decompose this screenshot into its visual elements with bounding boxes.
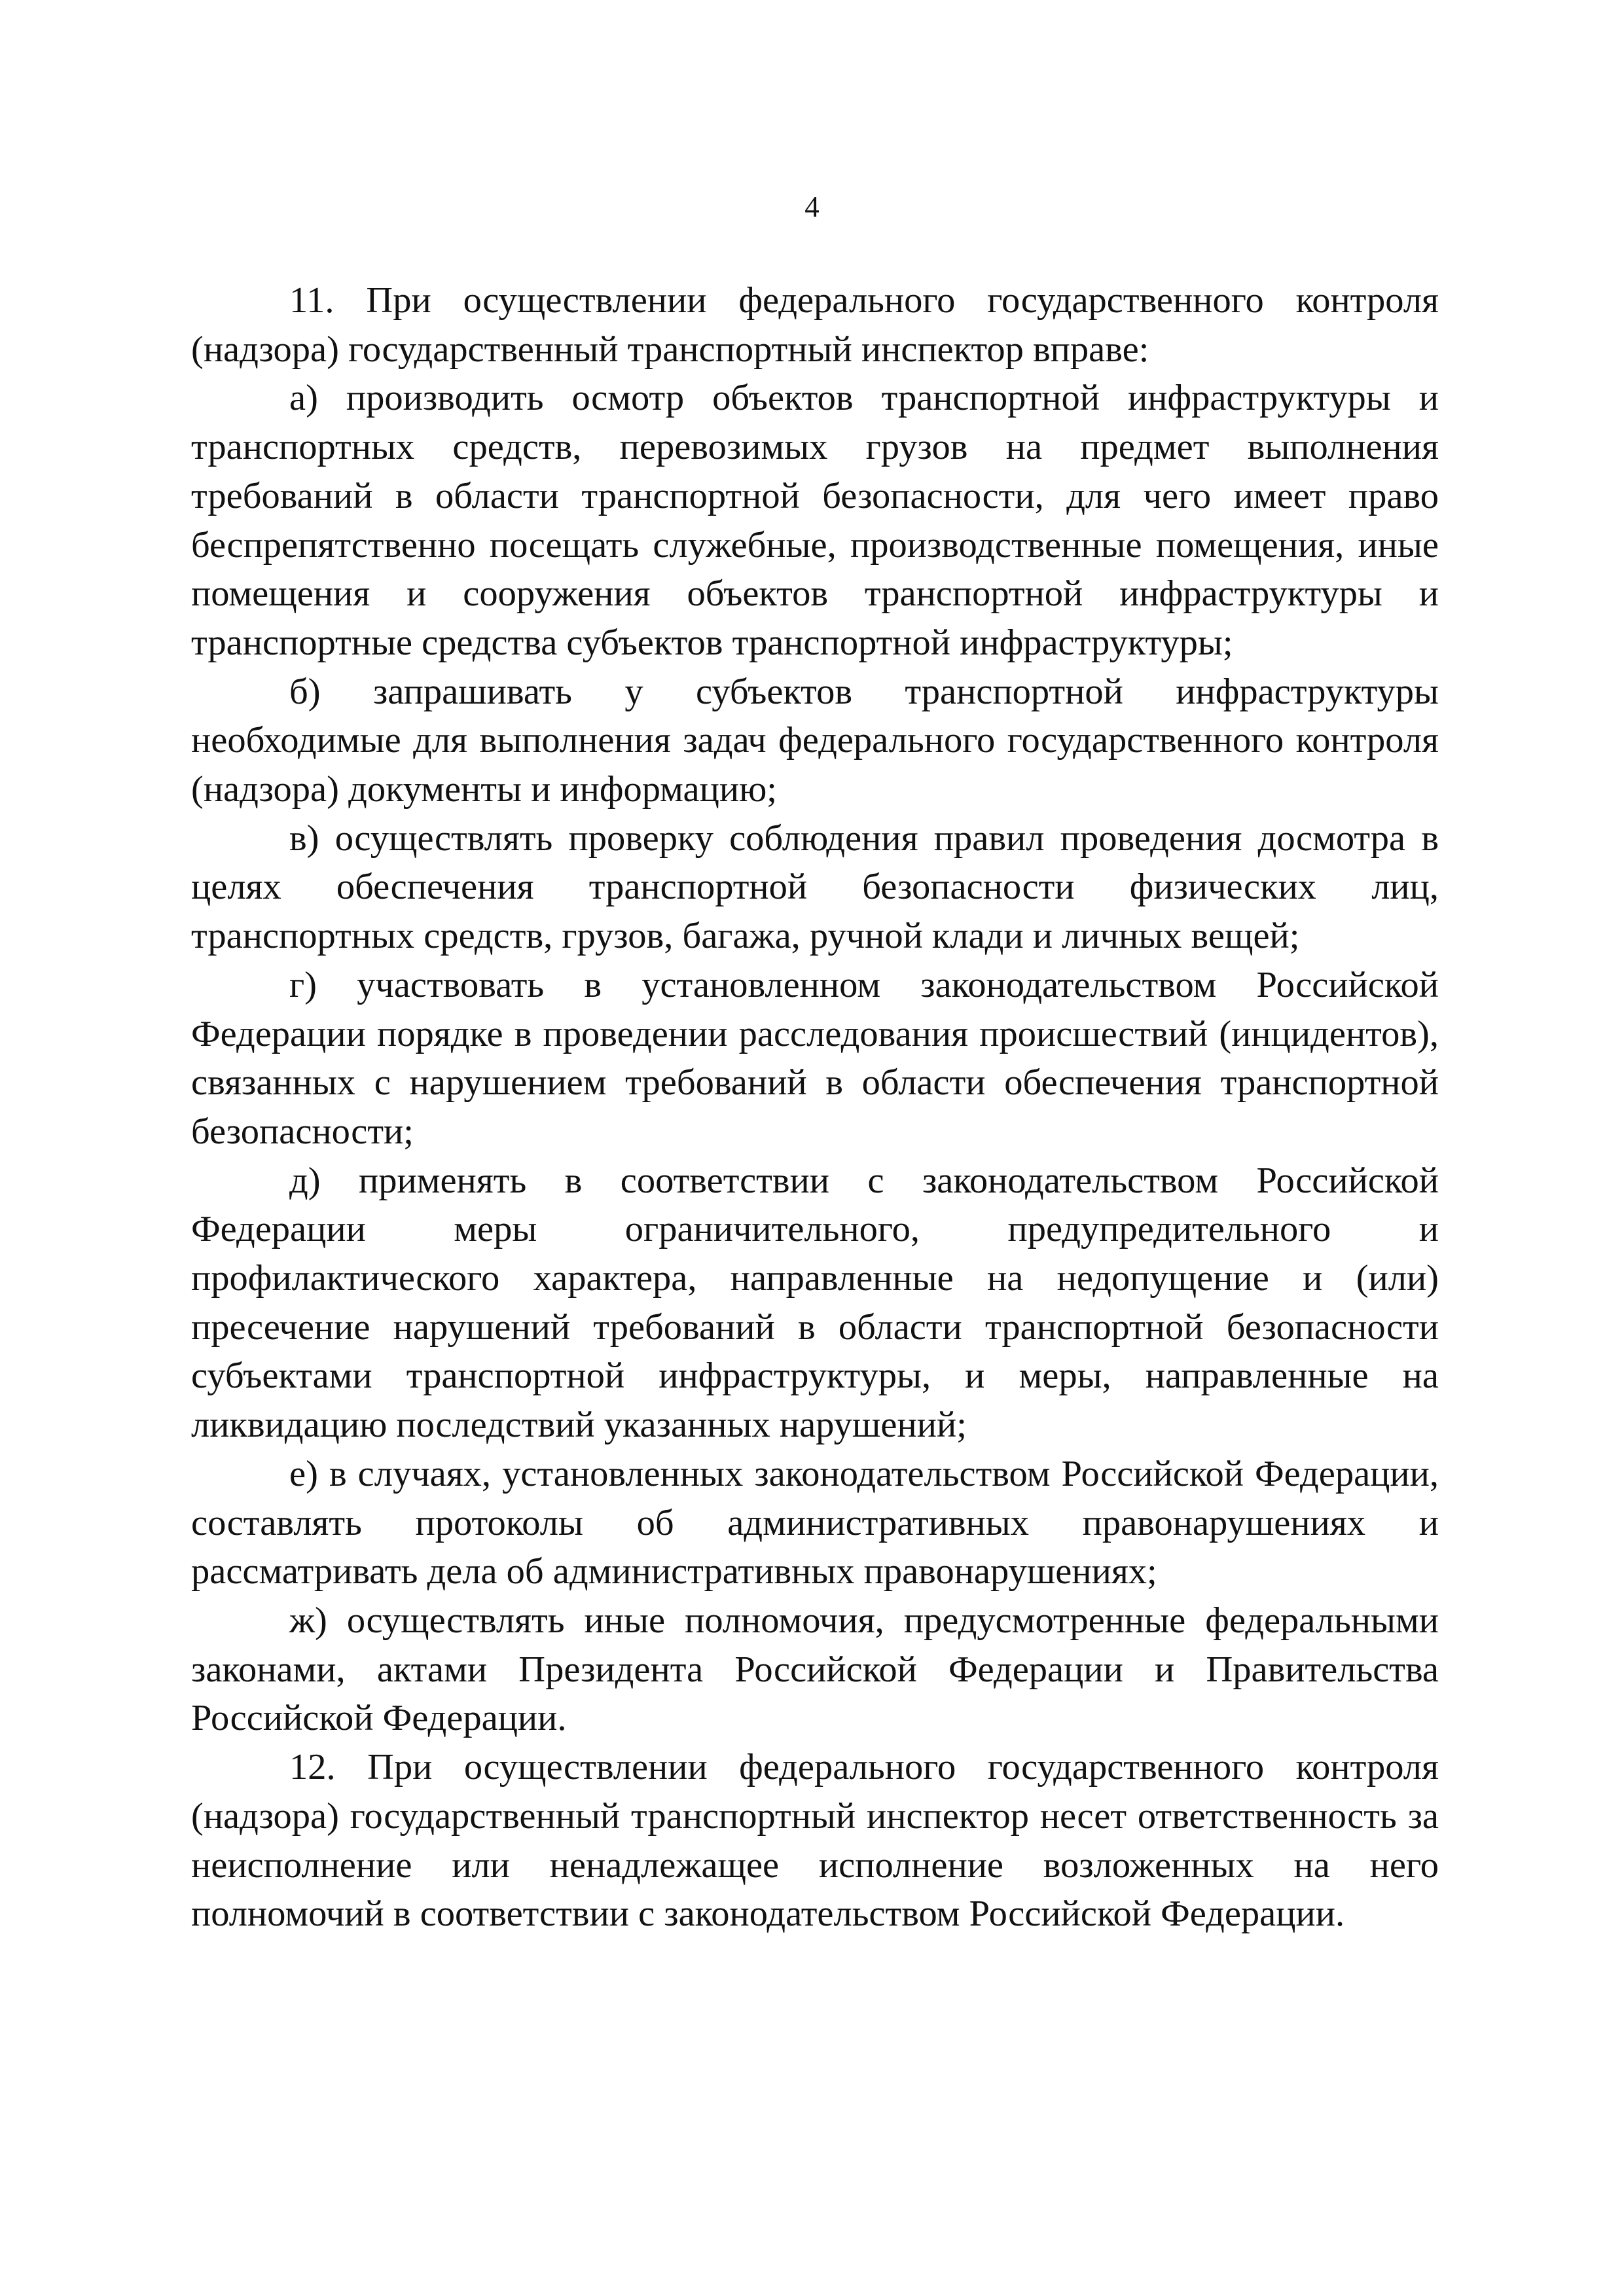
page-number: 4 [804, 190, 820, 223]
subclause-g: г) участвовать в установленном законодательством Российской Федерации порядке в проведении расследования происшествий (инцидентов), связанных с нарушением требований в области обеспечения транспортной безопасности; [191, 964, 1439, 1152]
subclause-a: а) производить осмотр объектов транспортной инфраструктуры и транспортных средств, перевозимых грузов на предмет выполнения требований в области транспортной безопасности, для чего имеет право беспрепятственно посещать служебные, производственные помещения, иные помещения и сооружения объектов транспортной инфраструктуры и транспортные средства субъектов транспортной инфраструктуры; [191, 378, 1439, 663]
subclause-v: в) осуществлять проверку соблюдения правил проведения досмотра в целях обеспечения транспортной безопасности физических лиц, транспортных средств, грузов, багажа, ручной клади и личных вещей; [191, 817, 1439, 957]
subclause-b: б) запрашивать у субъектов транспортной инфраструктуры необходимые для выполнения задач федерального государственного контроля (надзора) документы и информацию; [191, 671, 1439, 810]
subclause-d: д) применять в соответствии с законодательством Российской Федерации меры ограничительного, предупредительного и профилактического характера, направленные на недопущение и (или) пресечение нарушений требований в области транспортной безопасности субъектами транспортной инфраструктуры, и меры, направленные на ликвидацию последствий указанных нарушений; [191, 1160, 1439, 1446]
subclause-zh: ж) осуществлять иные полномочия, предусмотренные федеральными законами, актами Президента Российской Федерации и Правительства Российской Федерации. [191, 1600, 1439, 1739]
subclause-e: е) в случаях, установленных законодательством Российской Федерации, составлять протоколы об административных правонарушениях и рассматривать дела об административных правонарушениях; [191, 1453, 1439, 1592]
clause-11-intro: 11. При осуществлении федерального государственного контроля (надзора) государственный транспортный инспектор вправе: [191, 280, 1439, 370]
document-body [191, 276, 1439, 1939]
clause-12: 12. При осуществлении федерального государственного контроля (надзора) государственный транспортный инспектор несет ответственность за неисполнение или ненадлежащее исполнение возложенных на него полномочий в соответствии с законодательством Российской Федерации. [191, 1747, 1439, 1935]
